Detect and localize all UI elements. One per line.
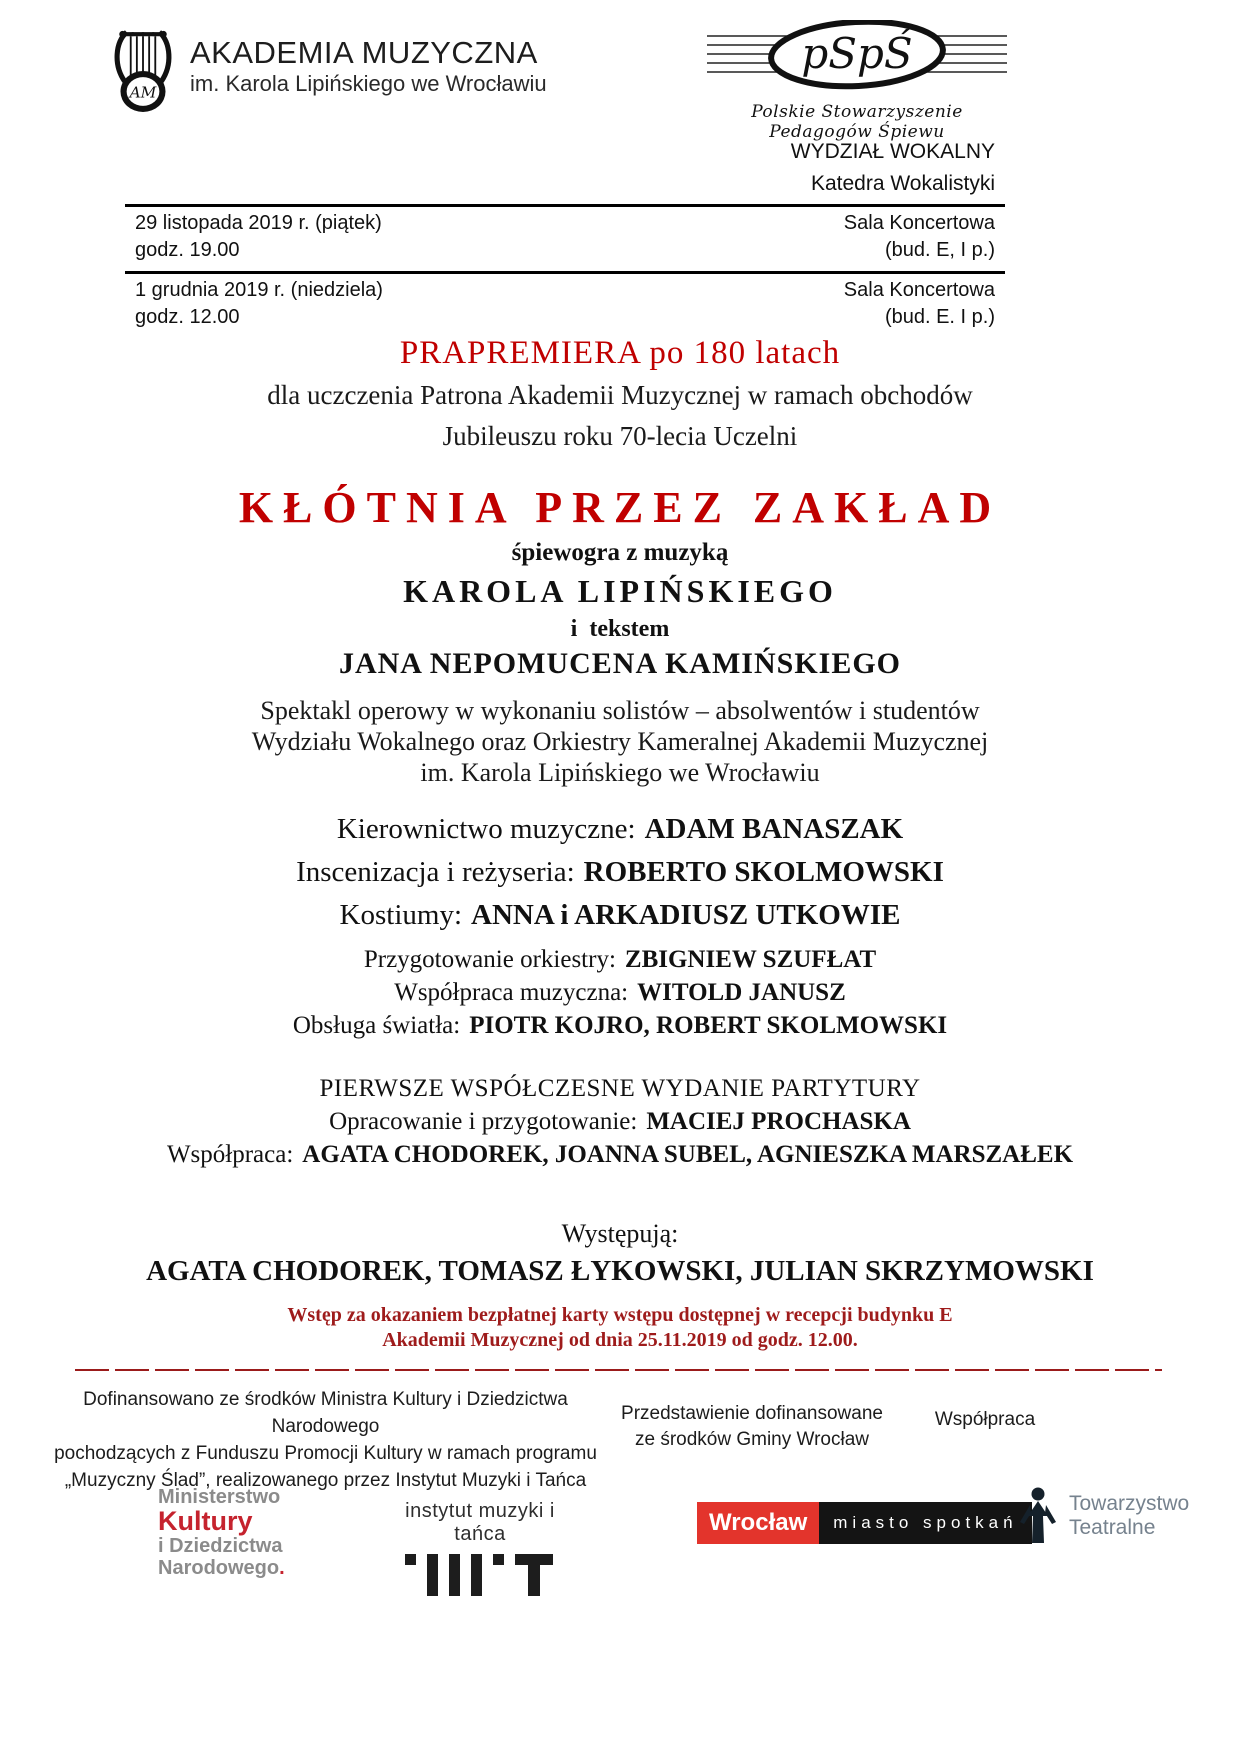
credit-line — [0, 976, 1240, 1009]
event-venue: Sala Koncertowa — [843, 212, 995, 234]
credit-role: Inscenizacja i reżyseria: — [296, 856, 575, 888]
description-line3: im. Karola Lipińskiego we Wrocławiu — [420, 758, 820, 787]
credit-name: WITOLD JANUSZ — [637, 979, 846, 1006]
theatre-line2: Teatralne — [1069, 1516, 1156, 1539]
department-name: WYDZIAŁ WOKALNY — [790, 140, 995, 163]
score-edition-heading: PIERWSZE WSPÓŁCZESNE WYDANIE PARTYTURY — [319, 1075, 921, 1102]
credit-line — [0, 894, 1240, 937]
credit-line — [0, 943, 1240, 976]
institute-of-music-and-dance-logo — [380, 1500, 580, 1603]
theatre-society-logo — [1016, 1486, 1189, 1546]
ministry-of-culture-logo — [158, 1486, 285, 1579]
credit-name: MACIEJ PROCHASKA — [646, 1108, 911, 1135]
ministry-line2: Kultury — [158, 1506, 253, 1536]
librettist-name: JANA NEPOMUCENA KAMIŃSKIEGO — [338, 647, 902, 680]
academy-logo — [110, 26, 547, 114]
funding-line2: pochodzących z Funduszu Promocji Kultury w ramach programu — [54, 1443, 597, 1464]
credit-role: Przygotowanie orkiestry: — [363, 946, 616, 973]
academy-subtitle: im. Karola Lipińskiego we Wrocławiu — [190, 71, 547, 96]
theatre-figure-icon — [1016, 1486, 1060, 1546]
secondary-credits — [0, 943, 1240, 1042]
ministry-line4-text: Narodowego — [158, 1557, 280, 1579]
main-credits — [0, 808, 1240, 937]
opera-title: KŁÓTNIA PRZEZ ZAKŁAD — [238, 483, 1002, 532]
lyre-icon — [110, 26, 176, 114]
credit-name: AGATA CHODOREK, JOANNA SUBEL, AGNIESZKA MARSZAŁEK — [302, 1141, 1074, 1168]
description-line2: Wydziału Wokalnego oraz Orkiestry Kameralnej Akademii Muzycznej — [251, 727, 989, 756]
ministry-red-dot: . — [279, 1557, 285, 1579]
credit-name: ZBIGNIEW SZUFŁAT — [624, 946, 877, 973]
academy-name: AKADEMIA MUZYCZNA — [190, 35, 538, 70]
theatre-line1: Towarzystwo — [1069, 1492, 1190, 1515]
schedule-row — [125, 204, 1005, 271]
event-venue-detail: (bud. E. I p.) — [884, 306, 995, 328]
psps-caption: Polskie Stowarzyszenie Pedagogów Śpiewu — [751, 102, 963, 142]
funding-city-line1: Przedstawienie dofinansowane — [621, 1403, 883, 1424]
credit-line — [0, 1105, 1240, 1138]
event-time: godz. 19.00 — [135, 239, 240, 261]
credit-name: ADAM BANASZAK — [644, 813, 904, 845]
admission-line1: Wstęp za okazaniem bezpłatnej karty wstępu dostępnej w recepcji budynku E — [287, 1304, 953, 1326]
announcement-line2: Jubileuszu roku 70-lecia Uczelni — [442, 421, 798, 451]
cooperation-label: Współpraca — [934, 1409, 1036, 1430]
event-date: 29 listopada 2019 r. (piątek) — [135, 212, 382, 234]
credit-name: ANNA i ARKADIUSZ UTKOWIE — [471, 899, 901, 931]
credit-role: Współpraca muzyczna: — [394, 979, 629, 1006]
and-text: i tekstem — [570, 616, 670, 642]
schedule-row — [125, 271, 1005, 338]
opera-genre: śpiewogra z muzyką — [511, 539, 729, 566]
score-edition-credits — [0, 1105, 1240, 1171]
credit-line — [0, 808, 1240, 851]
funding-note-ministry — [38, 1386, 613, 1494]
composer-name: KAROLA LIPIŃSKIEGO — [403, 573, 837, 609]
svg-text:AM: AM — [129, 83, 157, 102]
credit-role: Kierownictwo muzyczne: — [336, 813, 636, 845]
funding-line3: „Muzyczny Ślad”, realizowanego przez Instytut Muzyki i Tańca — [64, 1470, 587, 1491]
event-date: 1 grudnia 2019 r. (niedziela) — [135, 279, 383, 301]
credit-name: ROBERTO SKOLMOWSKI — [583, 856, 944, 888]
credit-line — [0, 851, 1240, 894]
psps-logo-icon — [703, 20, 1011, 100]
event-time: godz. 12.00 — [135, 306, 240, 328]
credit-line — [0, 1009, 1240, 1042]
wroclaw-wordmark: Wrocław — [697, 1502, 819, 1544]
admission-notice — [0, 1303, 1240, 1353]
announcement-line1: dla uczczenia Patrona Akademii Muzycznej w ramach obchodów — [267, 380, 973, 410]
credit-role: Obsługa światła: — [292, 1012, 461, 1039]
footer-divider — [75, 1369, 1162, 1371]
admission-line2: Akademii Muzycznej od dnia 25.11.2019 od godz. 12.00. — [382, 1329, 858, 1351]
psps-logo-block — [703, 20, 1011, 142]
credit-name: PIOTR KOJRO, ROBERT SKOLMOWSKI — [469, 1012, 948, 1039]
credit-role: Opracowanie i przygotowanie: — [329, 1108, 638, 1135]
performers-names: AGATA CHODOREK, TOMASZ ŁYKOWSKI, JULIAN SKRZYMOWSKI — [146, 1255, 1094, 1287]
credit-role: Współpraca: — [166, 1141, 294, 1168]
ministry-line1: Ministerstwo — [158, 1486, 281, 1508]
premiere-heading: PRAPREMIERA po 180 latach — [399, 335, 841, 371]
wroclaw-city-logo — [697, 1502, 1032, 1544]
wroclaw-slogan: miasto spotkań — [819, 1502, 1031, 1544]
psps-abbreviation: pSpŚ — [801, 29, 913, 78]
schedule-table — [125, 204, 1005, 338]
performance-description — [0, 695, 1240, 788]
poster-body — [0, 335, 1240, 1353]
performers-heading: Występują: — [561, 1219, 679, 1248]
event-venue-detail: (bud. E, I p.) — [884, 239, 995, 261]
chair-name: Katedra Wokalistyki — [810, 172, 995, 195]
theatre-society-name — [1069, 1492, 1189, 1540]
ministry-line4 — [158, 1557, 285, 1579]
funding-city-line2: ze środków Gminy Wrocław — [634, 1429, 870, 1450]
imit-wordmark: instytut muzyki i tańca — [405, 1500, 555, 1545]
description-line1: Spektakl operowy w wykonaniu solistów – absolwentów i studentów — [260, 696, 980, 725]
event-venue: Sala Koncertowa — [843, 279, 995, 301]
funding-line1: Dofinansowano ze środków Ministra Kultury i Dziedzictwa Narodowego — [83, 1389, 568, 1437]
credit-role: Kostiumy: — [339, 899, 463, 931]
imit-blocks-icon — [405, 1554, 555, 1598]
credit-line — [0, 1138, 1240, 1171]
ministry-line3: i Dziedzictwa — [158, 1535, 283, 1557]
funding-note-city — [618, 1401, 886, 1453]
